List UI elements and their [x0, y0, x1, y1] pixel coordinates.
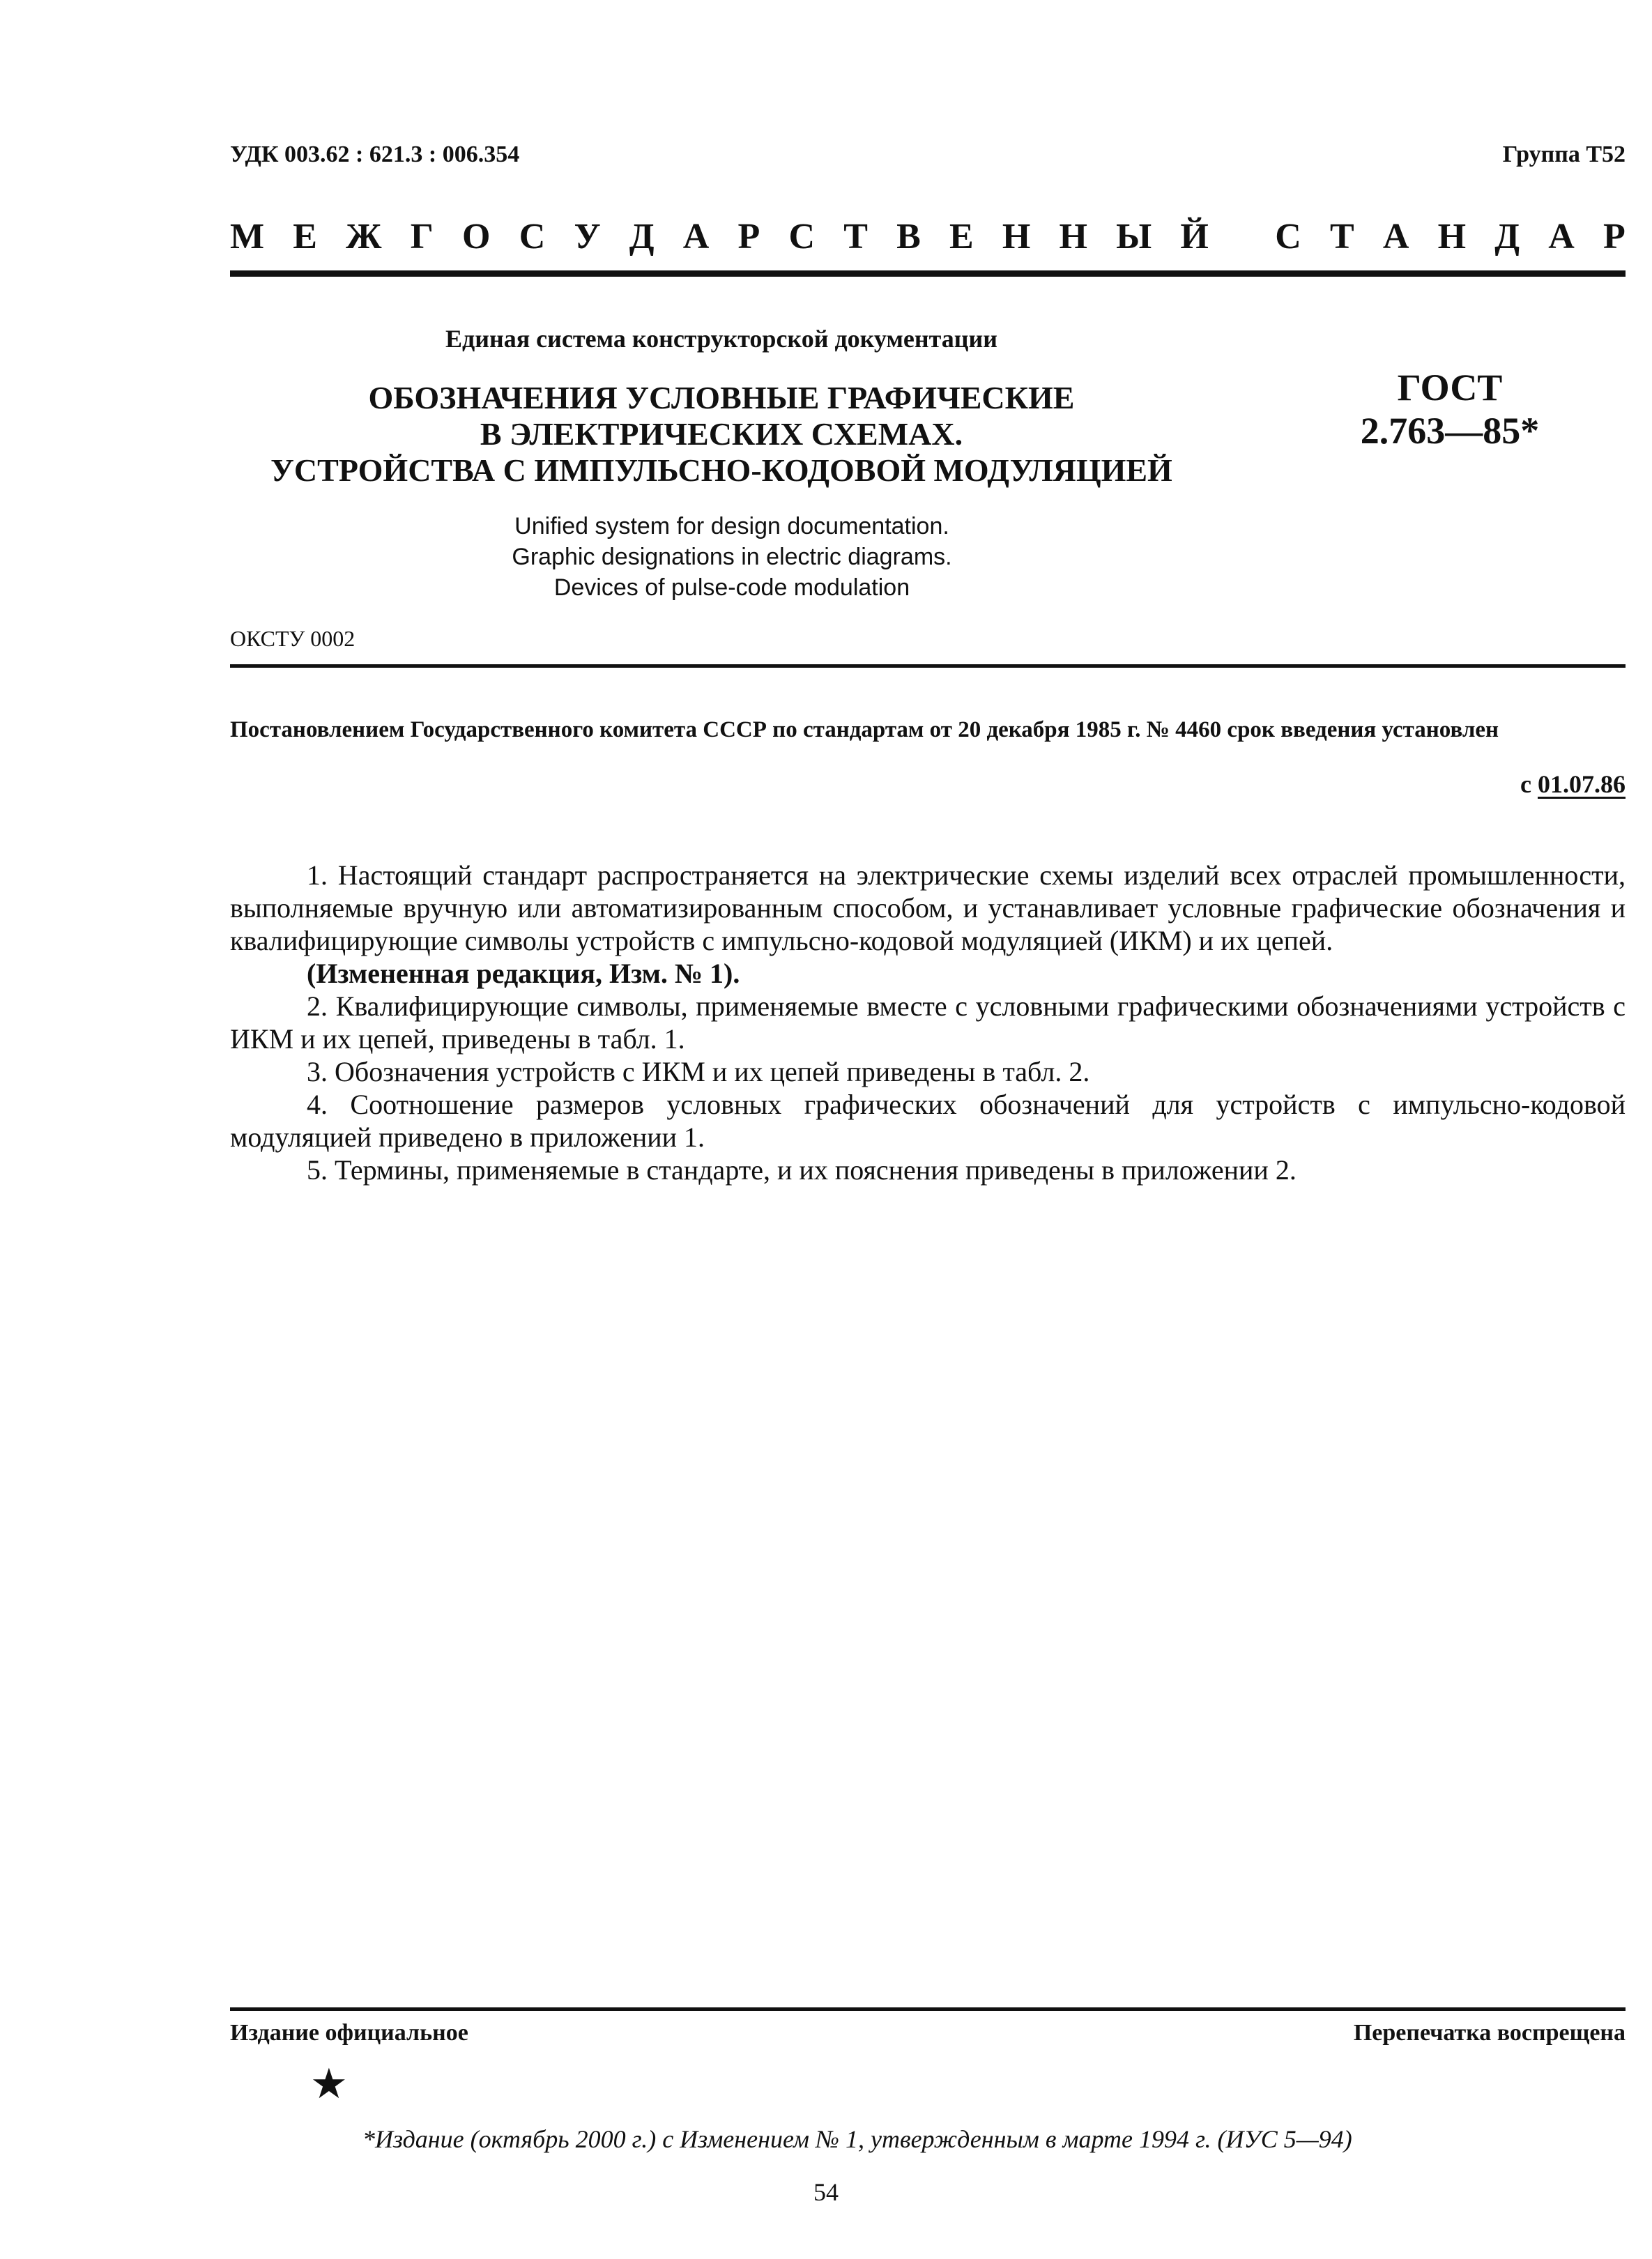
effective-date-value: 01.07.86	[1538, 770, 1626, 798]
page-number: 54	[813, 2178, 839, 2206]
english-title-line: Graphic designations in electric diagrams.	[512, 544, 952, 570]
paragraph-4: 4. Соотношение размеров условных графических обозначений для устройств с импульсно-кодовой модуляцией приведено в приложении 1.	[230, 1089, 1626, 1153]
heading-letter: А	[1548, 217, 1575, 256]
heading-letter: Д	[629, 217, 655, 256]
heading-letter: Р	[1603, 217, 1626, 256]
paragraph-2: 2. Квалифицирующие символы, применяемые вместе с условными графическими обозначениями устройств с ИКМ и их цепей, приведены в табл. 1.	[230, 990, 1626, 1055]
gost-designation	[1297, 366, 1603, 452]
heading-letter: Н	[1002, 217, 1031, 256]
effective-date	[1520, 769, 1626, 799]
official-edition-label: Издание официальное	[230, 2020, 468, 2046]
heading-letter: Н	[1437, 217, 1467, 256]
gost-number: 2.763—85*	[1360, 410, 1540, 452]
english-title-line: Devices of pulse-code modulation	[553, 574, 910, 601]
paragraph-1: 1. Настоящий стандарт распространяется на электрические схемы изделий всех отраслей промышленности, выполняемые вручную или автоматизированным способом, и устанавливает условные графические обозначения и квалифицирующие символы устройств с импульсно-кодовой модуляцией (ИКМ) и их цепей.	[230, 859, 1626, 956]
okstu-code: ОКСТУ 0002	[230, 626, 355, 651]
heading-letter: Р	[737, 217, 760, 256]
heading-letter: А	[682, 217, 710, 256]
reprint-prohibited-label: Перепечатка воспрещена	[1353, 2020, 1626, 2046]
heading-letter: Ж	[346, 217, 382, 256]
heading-letter: Е	[949, 217, 974, 256]
title-line: ОБОЗНАЧЕНИЯ УСЛОВНЫЕ ГРАФИЧЕСКИЕ	[368, 380, 1075, 415]
english-title-line: Unified system for design documentation.	[514, 513, 949, 539]
document-title	[230, 380, 1213, 489]
title-line: В ЭЛЕКТРИЧЕСКИХ СХЕМАХ.	[480, 416, 963, 452]
gost-label: ГОСТ	[1397, 367, 1503, 408]
star-icon: ★	[310, 2061, 348, 2107]
header-thick-rule	[230, 270, 1626, 277]
heading-letter: С	[519, 217, 546, 256]
paragraph-3: 3. Обозначения устройств с ИКМ и их цепей приведены в табл. 2.	[307, 1056, 1090, 1087]
body-text	[230, 859, 1626, 1186]
group-code: Группа Т52	[1502, 141, 1626, 167]
heading-letter: Ы	[1116, 217, 1152, 256]
amendment-note: (Измененная редакция, Изм. № 1).	[307, 958, 740, 989]
heading-letter: Т	[1329, 217, 1354, 256]
english-title	[418, 511, 1046, 603]
heading-letter: Й	[1180, 217, 1209, 256]
heading-letter: А	[1382, 217, 1409, 256]
heading-letter: М	[230, 217, 265, 256]
paragraph-5: 5. Термины, применяемые в стандарте, и их пояснения приведены в приложении 2.	[307, 1154, 1297, 1186]
system-name: Единая система конструкторской документации	[445, 325, 997, 353]
heading-letter: С	[788, 217, 816, 256]
decree-text: Постановлением Государственного комитета СССР по стандартам от 20 декабря 1985 г. № 4460 срок введения установлен	[230, 717, 1499, 742]
heading-letter: Н	[1059, 217, 1087, 256]
heading-letter: Т	[843, 217, 868, 256]
heading-letter: Д	[1494, 217, 1520, 256]
effective-date-prefix: с	[1520, 770, 1538, 798]
footer-rule	[230, 2007, 1626, 2011]
heading-letter: В	[896, 217, 921, 256]
heading-letter: У	[574, 217, 601, 256]
heading-letter: С	[1275, 217, 1301, 256]
heading-space	[1237, 216, 1246, 257]
udk-code: УДК 003.62 : 621.3 : 006.354	[230, 141, 520, 167]
heading-letter: Е	[293, 217, 317, 256]
edition-footnote: *Издание (октябрь 2000 г.) с Изменением № 1, утвержденным в марте 1994 г. (ИУС 5—94)	[362, 2125, 1352, 2153]
title-block-rule	[230, 664, 1626, 668]
standard-type-heading	[230, 216, 1626, 257]
heading-letter: О	[462, 217, 491, 256]
heading-letter: Г	[410, 217, 434, 256]
title-line: УСТРОЙСТВА С ИМПУЛЬСНО-КОДОВОЙ МОДУЛЯЦИЕЙ	[270, 452, 1172, 488]
